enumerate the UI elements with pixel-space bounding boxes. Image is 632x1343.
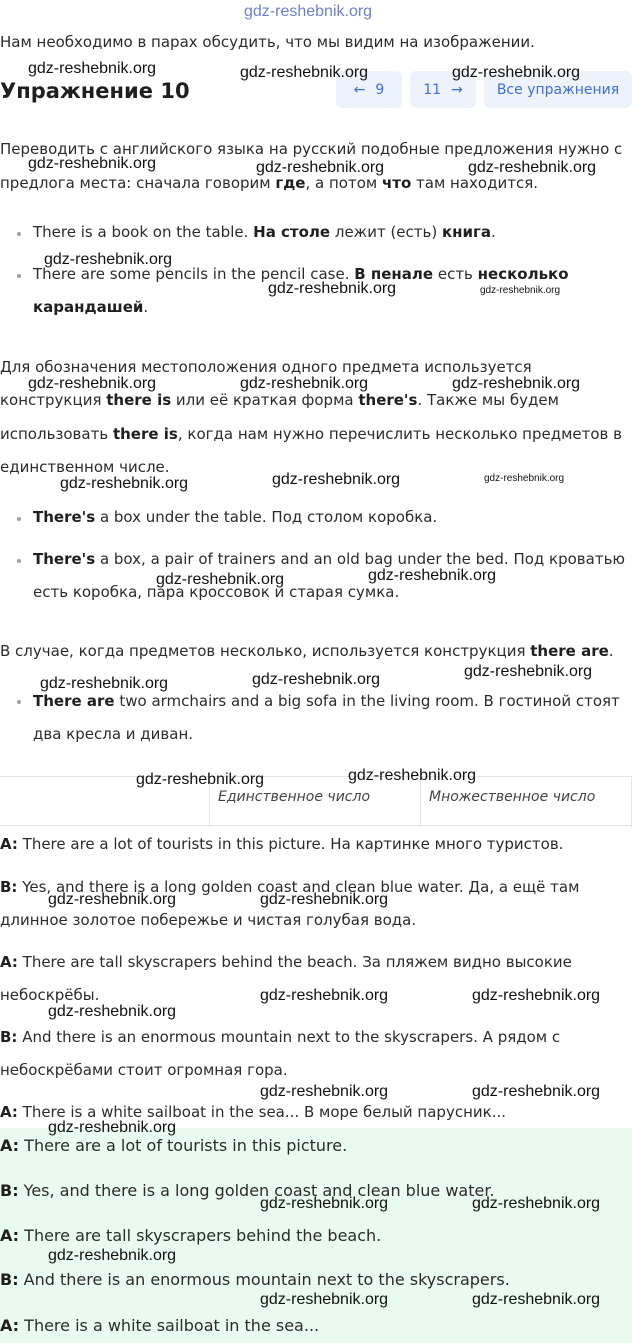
- dialog-line: A: There are a lot of tourists in this picture. На картинке много туристов.: [0, 835, 564, 853]
- watermark: gdz-reshebnik.org: [272, 471, 401, 488]
- watermark: gdz-reshebnik.org: [252, 671, 381, 688]
- watermark: gdz-reshebnik.org: [472, 987, 601, 1004]
- dialog-line-cont: небоскрёбы.: [0, 986, 100, 1004]
- arrow-right-icon: →: [451, 81, 463, 98]
- page-title: Упражнение 10: [0, 79, 190, 103]
- watermark: gdz-reshebnik.org: [44, 251, 173, 268]
- grammar-table: [0, 776, 632, 826]
- watermark: gdz-reshebnik.org: [260, 987, 389, 1004]
- answer-line: A: There are tall skyscrapers behind the beach.: [0, 1226, 382, 1245]
- watermark: gdz-reshebnik.org: [28, 375, 157, 392]
- watermark: gdz-reshebnik.org: [472, 1291, 601, 1308]
- watermark: gdz-reshebnik.org: [48, 1003, 177, 1020]
- watermark: gdz-reshebnik.org: [48, 891, 177, 908]
- para2-line3: использовать there is, когда нам нужно перечислить несколько предметов в: [0, 425, 622, 443]
- watermark: gdz-reshebnik.org: [480, 285, 561, 296]
- watermark: gdz-reshebnik.org: [464, 663, 593, 680]
- watermark: gdz-reshebnik.org: [268, 280, 397, 297]
- watermark: gdz-reshebnik.org: [452, 375, 581, 392]
- watermark: gdz-reshebnik.org: [48, 1247, 177, 1264]
- para2-line4: единственном числе.: [0, 458, 170, 476]
- watermark: gdz-reshebnik.org: [452, 64, 581, 81]
- table-header-plural: Множественное число: [429, 789, 596, 805]
- dialog-line: B: Yes, and there is a long golden coast and clean blue water. Да, а ещё там: [0, 878, 580, 896]
- watermark: gdz-reshebnik.org: [260, 1083, 389, 1100]
- watermark: gdz-reshebnik.org: [260, 1291, 389, 1308]
- para1-line1: Переводить с английского языка на русский подобные предложения нужно с: [0, 140, 623, 158]
- watermark-top: gdz-reshebnik.org: [244, 3, 373, 20]
- watermark: gdz-reshebnik.org: [60, 475, 189, 492]
- bullet: [17, 517, 21, 521]
- watermark: gdz-reshebnik.org: [472, 1083, 601, 1100]
- watermark: gdz-reshebnik.org: [260, 891, 389, 908]
- watermark: gdz-reshebnik.org: [468, 159, 597, 176]
- next-exercise-label: 11: [423, 81, 442, 98]
- watermark: gdz-reshebnik.org: [484, 473, 565, 484]
- watermark: gdz-reshebnik.org: [348, 767, 477, 784]
- watermark: gdz-reshebnik.org: [260, 1195, 389, 1212]
- para1-line2: предлога места: сначала говорим где, а потом что там находится.: [0, 174, 538, 192]
- answer-line: A: There are a lot of tourists in this picture.: [0, 1136, 348, 1155]
- arrow-left-icon: ←: [353, 81, 366, 98]
- watermark: gdz-reshebnik.org: [240, 375, 369, 392]
- example-1: There is a book on the table. На столе лежит (есть) книга.: [33, 223, 496, 241]
- bullet: [17, 274, 21, 278]
- dialog-line-cont: длинное золотое побережье и чистая голубая вода.: [0, 911, 417, 929]
- example-3: There's a box under the table. Под столом коробка.: [33, 508, 438, 526]
- all-exercises-button[interactable]: Все упражнения: [484, 71, 632, 108]
- intro-text: Нам необходимо в парах обсудить, что мы видим на изображении.: [0, 33, 535, 51]
- watermark: gdz-reshebnik.org: [136, 771, 265, 788]
- answer-line: B: Yes, and there is a long golden coast and clean blue water.: [0, 1181, 495, 1200]
- watermark: gdz-reshebnik.org: [28, 60, 157, 77]
- example-2-line2: карандашей.: [33, 298, 149, 316]
- para3: В случае, когда предметов несколько, используется конструкция there are.: [0, 642, 614, 660]
- dialog-line: B: And there is an enormous mountain next to the skyscrapers. А рядом с: [0, 1028, 561, 1046]
- example-5-line2: два кресла и диван.: [33, 725, 194, 743]
- dialog-line: A: There is a white sailboat in the sea... В море белый парусник...: [0, 1103, 506, 1121]
- dialog-line: A: There are tall skyscrapers behind the beach. За пляжем видно высокие: [0, 953, 572, 971]
- table-header-singular: Единственное число: [218, 789, 371, 805]
- watermark: gdz-reshebnik.org: [240, 64, 369, 81]
- example-5-line1: There are two armchairs and a big sofa in the living room. В гостиной стоят: [33, 692, 620, 710]
- example-4-line2: есть коробка, пара кроссовок и старая сумка.: [33, 583, 400, 601]
- prev-exercise-label: 9: [375, 81, 385, 98]
- watermark: gdz-reshebnik.org: [28, 155, 157, 172]
- para2-line1: Для обозначения местоположения одного предмета используется: [0, 358, 532, 376]
- answer-line: B: And there is an enormous mountain next to the skyscrapers.: [0, 1270, 510, 1289]
- bullet: [17, 232, 21, 236]
- watermark: gdz-reshebnik.org: [256, 159, 385, 176]
- example-4-line1: There's a box, a pair of trainers and an old bag under the bed. Под кроватью: [33, 550, 626, 568]
- watermark: gdz-reshebnik.org: [48, 1119, 177, 1136]
- bullet: [17, 700, 21, 704]
- watermark: gdz-reshebnik.org: [472, 1195, 601, 1212]
- dialog-line-cont: небоскрёбами стоит огромная гора.: [0, 1061, 288, 1079]
- watermark: gdz-reshebnik.org: [40, 675, 169, 692]
- para2-line2: конструкция there is или её краткая форма there's. Также мы будем: [0, 391, 559, 409]
- example-2-line1: There are some pencils in the pencil case. В пенале есть несколько: [33, 265, 569, 283]
- watermark: gdz-reshebnik.org: [156, 571, 285, 588]
- answer-line: A: There is a white sailboat in the sea...: [0, 1316, 320, 1335]
- watermark: gdz-reshebnik.org: [368, 567, 497, 584]
- bullet: [17, 559, 21, 563]
